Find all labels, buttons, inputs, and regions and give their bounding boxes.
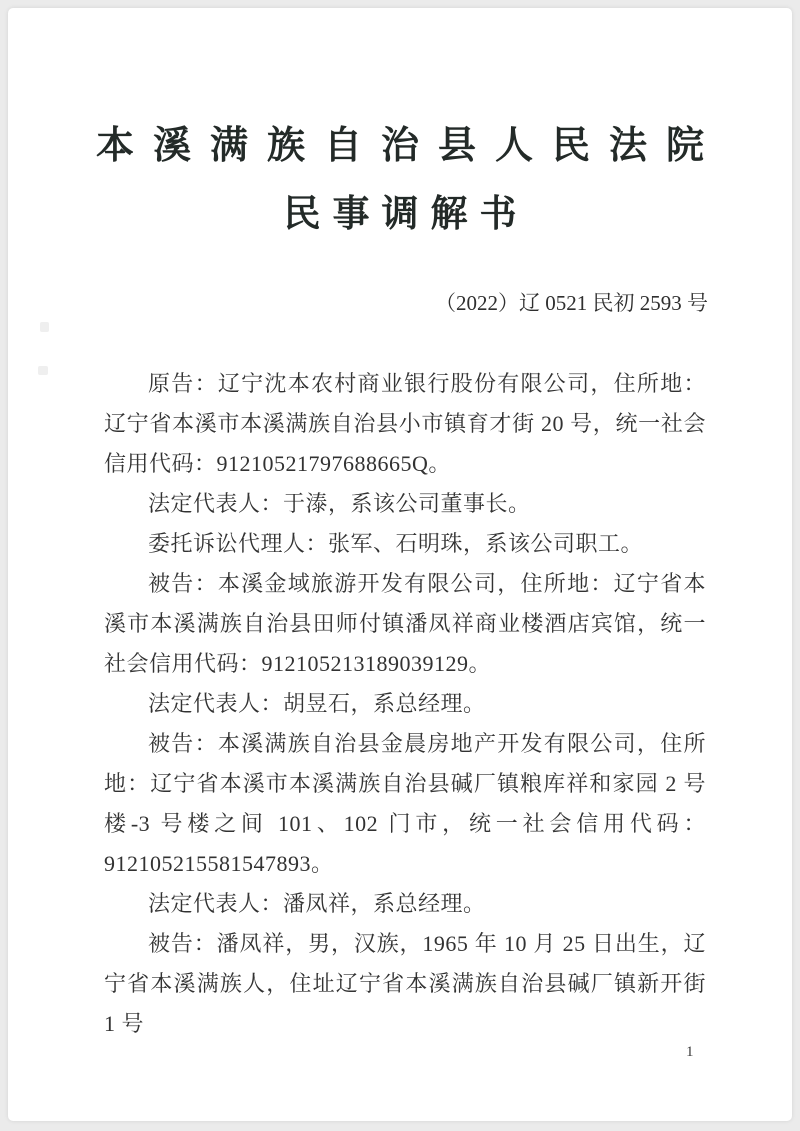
scan-smudge bbox=[40, 322, 49, 332]
court-name-heading: 本溪满族自治县人民法院 bbox=[95, 125, 723, 167]
paragraph-plaintiff-agents: 委托诉讼代理人：张军、石明珠，系该公司职工。 bbox=[148, 531, 644, 557]
page-number: 1 bbox=[686, 1044, 694, 1060]
paragraph-defendant-2-legal-rep: 法定代表人：潘凤祥，系总经理。 bbox=[148, 891, 486, 917]
document-body bbox=[8, 364, 792, 1044]
paragraph-defendant-1: 被告：本溪金域旅游开发有限公司，住所地：辽宁省本溪市本溪满族自治县田师付镇潘凤祥商业楼酒店宾馆，统一社会信用代码：912105213189039129。 bbox=[104, 571, 706, 677]
paragraph-defendant-1-legal-rep: 法定代表人：胡昱石，系总经理。 bbox=[148, 691, 486, 717]
paragraph-plaintiff: 原告：辽宁沈本农村商业银行股份有限公司，住所地：辽宁省本溪市本溪满族自治县小市镇育才街 20 号，统一社会信用代码：91210521797688665Q。 bbox=[104, 371, 706, 477]
document-page bbox=[8, 8, 792, 1121]
case-number: （2022）辽 0521 民初 2593 号 bbox=[435, 291, 708, 316]
paragraph-defendant-3: 被告：潘凤祥，男，汉族，1965 年 10 月 25 日出生，辽宁省本溪满族人，住址辽宁省本溪满族自治县碱厂镇新开街 1 号 bbox=[104, 931, 706, 1037]
document-type-heading: 民事调解书 bbox=[283, 193, 529, 235]
scan-smudge bbox=[38, 366, 48, 375]
paragraph-plaintiff-legal-rep: 法定代表人：于溙，系该公司董事长。 bbox=[148, 491, 531, 517]
paragraph-defendant-2: 被告：本溪满族自治县金晨房地产开发有限公司，住所地：辽宁省本溪市本溪满族自治县碱厂镇粮库祥和家园 2 号楼-3 号楼之间 101、102 门市，统一社会信用代码：912105215581547893。 bbox=[104, 731, 706, 877]
